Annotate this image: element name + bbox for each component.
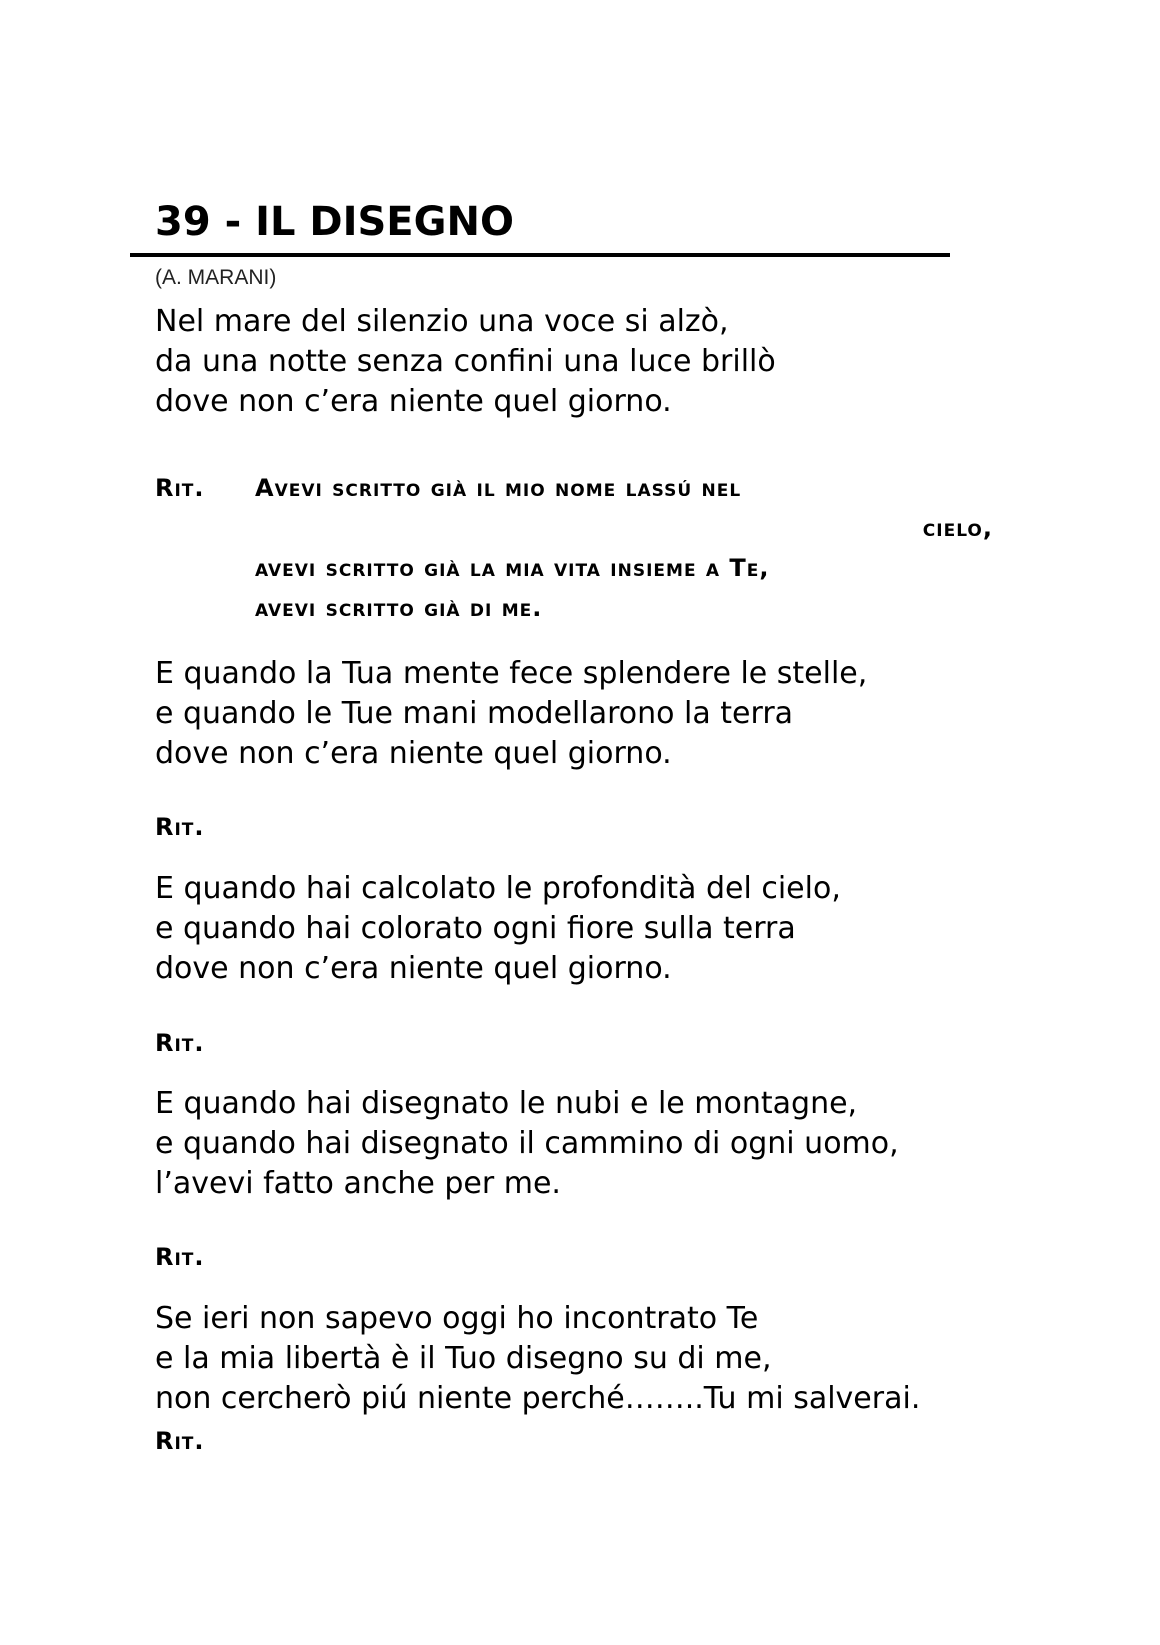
verse-4 — [155, 1084, 899, 1204]
verse-line: dove non c’era niente quel giorno. — [155, 951, 672, 986]
verse-line: E quando la Tua mente fece splendere le stelle, — [155, 656, 868, 691]
verse-line: e quando hai colorato ogni fiore sulla terra — [155, 911, 796, 946]
chorus-line: avevi scritto già di me. — [255, 594, 543, 622]
verse-line: da una notte senza confini una luce brillò — [155, 344, 776, 379]
song-author: (A. MARANI) — [155, 266, 277, 289]
chorus-repeat-label: Rit. — [155, 1029, 205, 1057]
verse-line: e quando hai disegnato il cammino di ogni uomo, — [155, 1126, 899, 1161]
chorus-label: Rit. — [155, 474, 205, 502]
verse-line: l’avevi fatto anche per me. — [155, 1166, 561, 1201]
verse-line: non cercherò piú niente perché……..Tu mi salverai. — [155, 1381, 921, 1416]
verse-3 — [155, 869, 841, 989]
verse-line: dove non c’era niente quel giorno. — [155, 384, 672, 419]
verse-2 — [155, 654, 867, 774]
verse-line: E quando hai disegnato le nubi e le montagne, — [155, 1086, 858, 1121]
chorus-repeat-label: Rit. — [155, 813, 205, 841]
verse-line: Se ieri non sapevo oggi ho incontrato Te — [155, 1301, 759, 1336]
verse-line: e la mia libertà è il Tuo disegno su di me, — [155, 1341, 772, 1376]
verse-5 — [155, 1299, 920, 1419]
chorus-text — [255, 468, 993, 628]
chorus-line: Avevi scritto già il mio nome lassú nel — [255, 474, 742, 502]
chorus-repeat-label: Rit. — [155, 1427, 205, 1455]
title-underline — [130, 253, 950, 257]
song-title: 39 - IL DISEGNO — [155, 199, 514, 245]
verse-line: dove non c’era niente quel giorno. — [155, 736, 672, 771]
verse-line: E quando hai calcolato le profondità del cielo, — [155, 871, 841, 906]
verse-1 — [155, 302, 776, 422]
chorus-repeat-label: Rit. — [155, 1243, 205, 1271]
verse-line: Nel mare del silenzio una voce si alzò, — [155, 304, 729, 339]
chorus-line: avevi scritto già la mia vita insieme a Te, — [255, 554, 770, 582]
verse-line: e quando le Tue mani modellarono la terra — [155, 696, 794, 731]
chorus-line: cielo, — [922, 514, 993, 542]
